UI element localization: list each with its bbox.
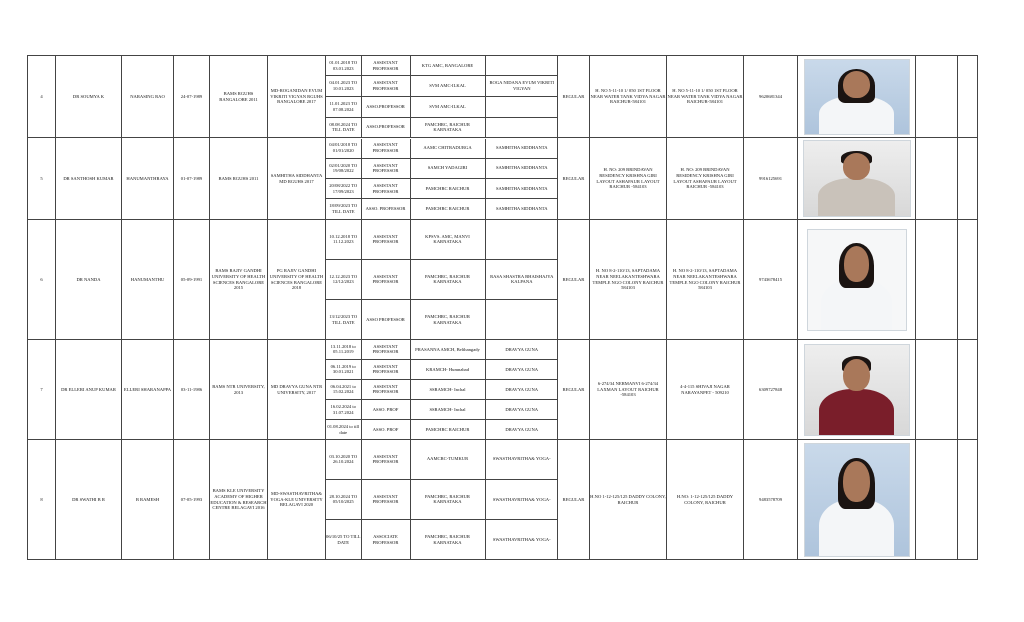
phone-number: 9743678415 <box>744 220 798 340</box>
experience-department: DRAVYA GUNA <box>485 420 558 439</box>
faculty-photo <box>804 344 910 436</box>
designation: ASSISTANT PROFESSOR <box>361 220 410 259</box>
experience-row <box>326 199 558 219</box>
experience-row <box>326 117 558 137</box>
father-name: ELLERI SHARANAPPA <box>122 340 174 440</box>
experience-department: DRAVYA GUNA <box>485 379 558 399</box>
photo-face-shape <box>844 246 869 282</box>
experience-table <box>326 139 558 219</box>
college-name: KRAMCH- Humnabad <box>410 359 485 379</box>
permanent-address: H.NO 1-12-125/125 DADDY COLONY, RAICHUR <box>590 440 667 560</box>
experience-department: SWASTHAVRITHA& YOGA- <box>485 440 558 479</box>
present-address: H. NO 5-11-10 1/ 050 1ST FLOOR NEAR WATER TANK VIDYA NAGAR RAICHUR-584101 <box>667 56 744 138</box>
experience-table <box>326 340 558 439</box>
service-period: 13/12/2023 TO TILL DATE <box>329 313 358 325</box>
phone-number: 6309727848 <box>744 340 798 440</box>
experience-row <box>326 440 558 479</box>
college-name: PAMCHRC RAICHUR <box>410 420 485 439</box>
service-period: 03.10.2020 TO 26.10.2024 <box>326 440 361 479</box>
service-period: 04.01.2023 TO 10.01.2023 <box>326 76 361 97</box>
faculty-row <box>28 220 997 340</box>
faculty-name: DR SOUMYA K <box>56 56 122 138</box>
father-name: NARASING RAO <box>122 56 174 138</box>
permanent-address: H. NO: 209 BRINDAVAN RESIDENCY KRISHNA GIRI LAYOUT ASHAPAUR LAYOUT RAICHUR -584103 <box>590 138 667 220</box>
college-name: AAMC CHITRADURGA <box>410 139 485 159</box>
college-name: PAMCHRC, RAICHUR KARNATAKA <box>410 300 485 339</box>
photo-body-shape <box>818 178 894 217</box>
experience-department: DRAVYA GUNA <box>485 340 558 359</box>
faculty-photo <box>803 140 911 217</box>
experience-department <box>485 96 558 117</box>
service-period: 06.11.2019 to 30.01.2021 <box>326 359 361 379</box>
photo-cell <box>798 138 916 220</box>
experience-row <box>326 340 558 359</box>
pg-qualification: MD DRAVYA GUNA NTR UNIVERSITY, 2017 <box>268 340 326 440</box>
blank-cell-1 <box>916 220 958 340</box>
sl-number: 5 <box>28 138 56 220</box>
date-of-birth: 05-09-1991 <box>174 220 210 340</box>
phone-number: 9483578709 <box>744 440 798 560</box>
service-period: 02/01/2020 TO 19/08/2022 <box>326 158 361 178</box>
college-name: SVM AMC-ILKAL <box>410 96 485 117</box>
designation: ASSISTANT PROFESSOR <box>361 379 410 399</box>
blank-cell-2 <box>958 56 978 138</box>
experience-department <box>485 117 558 137</box>
designation: ASSO.PROFESSOR <box>361 96 410 117</box>
faculty-photo <box>807 229 907 331</box>
college-name: SSRAMCH- Inchal <box>410 400 485 420</box>
pg-qualification: PG RAJIV GANDHI UNIVERSITY OF HEALTH SCIENCES BANGALORE 2018 <box>268 220 326 340</box>
photo-face-shape <box>843 71 870 98</box>
college-name: SAMCH YADAGIRI <box>410 158 485 178</box>
experience-row <box>326 220 558 259</box>
experience-block <box>326 56 558 138</box>
designation: ASSISTANT PROFESSOR <box>361 158 410 178</box>
experience-row <box>326 178 558 198</box>
photo-face-shape <box>843 359 870 391</box>
college-name: PRASANNA AMCH, Belthangady <box>410 340 485 359</box>
college-name: KPSVS. AMC, MANVI KARNATAKA <box>410 220 485 259</box>
service-period: 08.08.2024 TO TILL DATE <box>329 121 358 133</box>
service-period: 01.08.2024 to till date <box>327 423 360 435</box>
ug-qualification: BAMS KLE UNIVERSITY ACADEMY OF HIGHER EDUCATION & RESEARCH CENTRE BELAGAVI 2016 <box>210 440 268 560</box>
designation: ASSISTANT PROFESSOR <box>361 479 410 520</box>
blank-cell-1 <box>916 56 958 138</box>
photo-cell <box>798 340 916 440</box>
photo-face-shape <box>843 153 871 180</box>
experience-department <box>485 220 558 259</box>
permanent-address: 6-274/34 NERMANVI 6-274/34 LAXMAN LAYOUT RAICHUR -584103 <box>590 340 667 440</box>
father-name: HANUMANTHRAYA <box>122 138 174 220</box>
faculty-row <box>28 56 997 138</box>
designation: ASSISTANT PROFESSOR <box>361 440 410 479</box>
designation: ASSISTANT PROFESSOR <box>361 259 410 300</box>
date-of-birth: 03-11-1986 <box>174 340 210 440</box>
experience-department <box>485 300 558 339</box>
college-name: SSRAMCH- Inchal <box>410 379 485 399</box>
pg-qualification: MD-SWASTHAVRITHA& YOGA-KLE UNIVERSITY BELAGAVI 2020 <box>268 440 326 560</box>
faculty-table <box>27 55 997 560</box>
experience-row <box>326 158 558 178</box>
service-period: 06.04.2021 to 15.02.2024 <box>326 379 361 399</box>
experience-row <box>326 76 558 97</box>
experience-block <box>326 220 558 340</box>
present-address: H. NO 8-2-110/13, SAPTADAMA NEAR NEELAKANTESHWARA TEMPLE NGO COLONY RAICHUR 584103 <box>667 220 744 340</box>
faculty-name: DR SWATHI B R <box>56 440 122 560</box>
pg-qualification: SAMHITHA SIDDHANTA MD RGUHS 2017 <box>268 138 326 220</box>
sl-number: 4 <box>28 56 56 138</box>
service-period: 12.12.2023 TO 12/12/2023 <box>326 259 361 300</box>
experience-row <box>326 479 558 520</box>
designation: ASSOCIATE PROFESSOR <box>361 520 410 559</box>
faculty-row <box>28 138 997 220</box>
photo-body-shape <box>819 389 894 436</box>
present-address: H. NO: 209 BRINDAVAN RESIDENCY KRISHNA GIRI LAYOUT ASHAPAUR LAYOUT RAICHUR -584103 <box>667 138 744 220</box>
service-period: 18/09/2023 TO TILL DATE <box>329 203 358 214</box>
college-name: PAMCHRC RAICHUR <box>410 199 485 219</box>
ug-qualification: BAMS RAJIV GANDHI UNIVERSITY OF HEALTH SCIENCES BANGALORE 2015 <box>210 220 268 340</box>
experience-department: SWASTHAVRITHA& YOGA- <box>485 479 558 520</box>
experience-department: SWASTHAVRITHA& YOGA- <box>485 520 558 559</box>
service-period: 28.10.2024 TO 05/10/2025 <box>326 479 361 520</box>
experience-table <box>326 56 558 137</box>
department: RASA SHASTRA BHAISHAJYA KALPANA <box>485 259 558 300</box>
experience-row <box>326 300 558 339</box>
ug-qualification: BAMS NTR UNIVERSITY, 2013 <box>210 340 268 440</box>
designation: ASSO. PROF <box>361 400 410 420</box>
designation: ASSISTANT PROFESSOR <box>361 56 410 76</box>
blank-cell-2 <box>958 340 978 440</box>
designation: ASSISTANT PROFESSOR <box>361 139 410 159</box>
college-name: KTG AMC, BANGALORE <box>410 56 485 76</box>
experience-department: SAMHITHA SIDDHANTA <box>485 158 558 178</box>
experience-block <box>326 440 558 560</box>
experience-table <box>326 440 558 559</box>
experience-row <box>326 259 558 300</box>
college-name: PAMCHRC, RAICHUR KARNATAKA <box>410 520 485 559</box>
employment-status: REGULAR <box>558 440 590 560</box>
employment-status: REGULAR <box>558 138 590 220</box>
service-period: 10.12.2018 TO 11.12.2023 <box>326 220 361 259</box>
experience-row <box>326 400 558 420</box>
ug-qualification: BAMS RGUHS 2011 <box>210 138 268 220</box>
father-name: B RAMESH <box>122 440 174 560</box>
photo-cell <box>798 220 916 340</box>
blank-cell-1 <box>916 340 958 440</box>
college-name: PAMCHRC, RAICHUR KARNATAKA <box>410 479 485 520</box>
experience-row <box>326 520 558 559</box>
permanent-address: H. NO 8-2-110/13, SAPTADAMA NEAR NEELAKANTESHWARA TEMPLE NGO COLONY RAICHUR 584103 <box>590 220 667 340</box>
faculty-photo <box>804 59 910 135</box>
blank-cell-2 <box>958 220 978 340</box>
ug-qualification: BAMS RGUHS BANGALORE 2011 <box>210 56 268 138</box>
service-period: 16.02.2024 to 31.07.2024 <box>326 400 361 420</box>
sl-number: 6 <box>28 220 56 340</box>
photo-cell <box>798 56 916 138</box>
photo-cell <box>798 440 916 560</box>
experience-department: SAMHITHA SIDDHANTA <box>485 178 558 198</box>
permanent-address: H. NO 5-11-10 1/ 050 1ST FLOOR NEAR WATER TANK VIDYA NAGAR RAICHUR-584101 <box>590 56 667 138</box>
designation: ASSO. PROF <box>361 420 410 439</box>
experience-table <box>326 220 558 339</box>
service-period: 01.01.2018 TO 03.01.2023 <box>326 56 361 76</box>
service-period: 04/01/2018 TO 01/01/2020 <box>326 139 361 159</box>
faculty-photo <box>804 443 910 557</box>
faculty-name: DR NANDA <box>56 220 122 340</box>
designation: ASSO. PROFESSOR <box>361 199 410 219</box>
photo-face-shape <box>843 461 870 501</box>
designation: ASSO PROFESSOR <box>361 300 410 339</box>
employment-status: REGULAR <box>558 340 590 440</box>
faculty-name: DR SANTHOSH KUMAR <box>56 138 122 220</box>
date-of-birth: 24-07-1989 <box>174 56 210 138</box>
blank-cell-1 <box>916 138 958 220</box>
blank-cell-2 <box>958 440 978 560</box>
experience-row <box>326 96 558 117</box>
employment-status: REGULAR <box>558 56 590 138</box>
designation: ASSISTANT PROFESSOR <box>361 178 410 198</box>
college-name: AAMCRC-TUMKUR <box>410 440 485 479</box>
designation: ASSISTANT PROFESSOR <box>361 340 410 359</box>
experience-department: DRAVYA GUNA <box>485 400 558 420</box>
department: ROGA NIDANA EVUM VIKRITI VIGYAN <box>485 76 558 97</box>
faculty-row <box>28 440 997 560</box>
experience-row <box>326 56 558 76</box>
date-of-birth: 01-07-1989 <box>174 138 210 220</box>
faculty-row <box>28 340 997 440</box>
service-period: 20/08/2022 TO 17/09/2023 <box>326 178 361 198</box>
experience-row <box>326 139 558 159</box>
experience-block <box>326 340 558 440</box>
present-address: H.NO: 1-12-125/125 DADDY COLONY, RAICHUR <box>667 440 744 560</box>
college-name: PAMCHRC RAICHUR <box>410 178 485 198</box>
phone-number: 9916125691 <box>744 138 798 220</box>
designation: ASSO.PROFESSOR <box>361 117 410 137</box>
experience-department: DRAVYA GUNA <box>485 359 558 379</box>
designation: ASSISTANT PROFESSOR <box>361 359 410 379</box>
experience-block <box>326 138 558 220</box>
experience-department <box>485 56 558 76</box>
experience-row <box>326 379 558 399</box>
service-period: 11.01.2023 TO 07.08.2024 <box>326 96 361 117</box>
college-name: PAMCHRC, RAICHUR KARNATAKA <box>410 259 485 300</box>
experience-department: SAMHITHA SIDDHANTA <box>485 139 558 159</box>
designation: ASSISTANT PROFESSOR <box>361 76 410 97</box>
blank-cell-1 <box>916 440 958 560</box>
college-name: PAMCHRC, RAICHUR KARNATAKA <box>410 117 485 137</box>
pg-qualification: MD-ROGANIDAN EVUM VIKRITI VIGYAN RGUHS BANGALORE 2017 <box>268 56 326 138</box>
service-period: 06/10/25 TO TILL DATE <box>326 533 361 545</box>
sl-number: 7 <box>28 340 56 440</box>
college-name: SVM AMC-ILKAL <box>410 76 485 97</box>
experience-department: SAMHITHA SIDDHANTA <box>485 199 558 219</box>
experience-row <box>326 359 558 379</box>
present-address: 4-4-115 SHIVAJI NAGAR NARAYANPET - 509210 <box>667 340 744 440</box>
sl-number: 8 <box>28 440 56 560</box>
experience-row <box>326 420 558 439</box>
date-of-birth: 07-05-1993 <box>174 440 210 560</box>
faculty-name: DR ELLERI ANUP KUMAR <box>56 340 122 440</box>
employment-status: REGULAR <box>558 220 590 340</box>
father-name: HANUMANTHU <box>122 220 174 340</box>
blank-cell-2 <box>958 138 978 220</box>
service-period: 13.11.2018 to 05.11.2019 <box>326 340 361 359</box>
phone-number: 9620681344 <box>744 56 798 138</box>
